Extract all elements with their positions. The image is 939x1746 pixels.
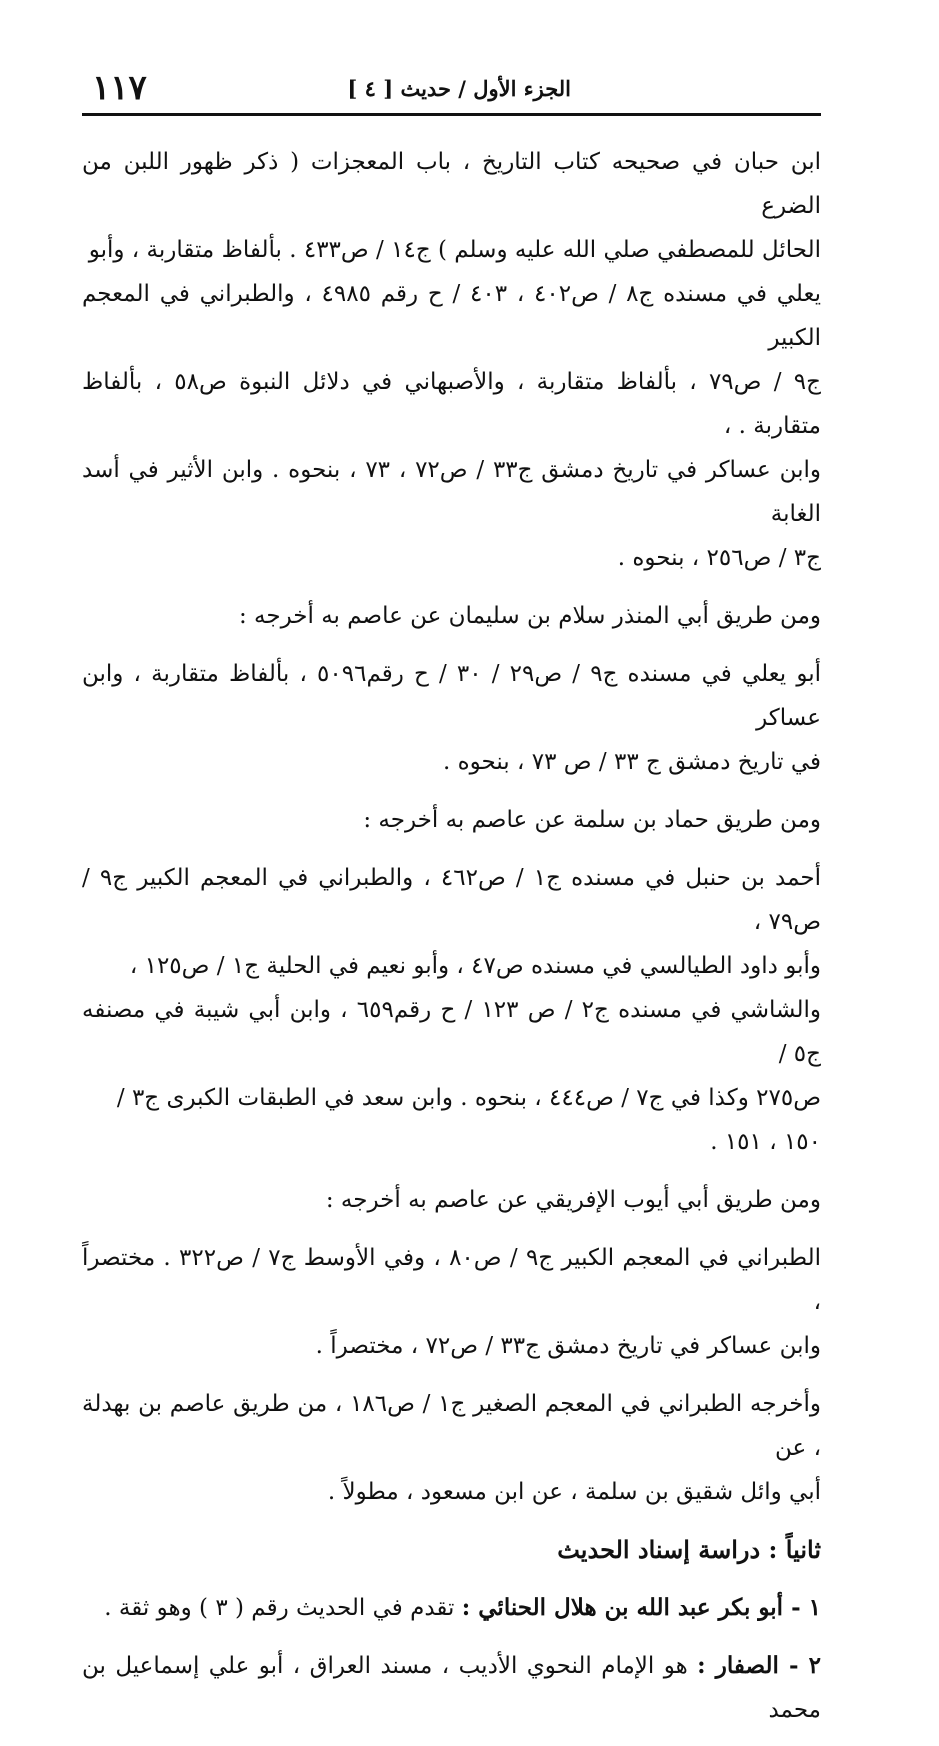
narrator-text: هو الإمام النحوي الأديب ، مسند العراق ، أبو علي إسماعيل بن محمد xyxy=(82,1653,821,1723)
paragraph-tabarani xyxy=(82,1236,821,1368)
page-number: ١١٧ xyxy=(92,68,147,108)
body-text xyxy=(82,140,821,1746)
paragraph-route-ayyub xyxy=(82,1178,821,1222)
text-line: وأخرجه الطبراني في المعجم الصغير ج١ / ص١٨٦ ، من طريق عاصم بن بهدلة ، عن xyxy=(82,1391,821,1461)
section-heading: ثانياً : دراسة إسناد الحديث xyxy=(557,1535,821,1564)
text-line: ج٣ / ص٢٥٦ ، بنحوه . xyxy=(617,545,821,571)
paragraph-abu-yala xyxy=(82,652,821,784)
running-title: الجزء الأول / حديث [ ٤ ] xyxy=(347,76,571,101)
paragraph-route-hammad xyxy=(82,798,821,842)
text-line: الحائل للمصطفي صلي الله عليه وسلم ) ج١٤ / ص٤٣٣ . بألفاظ متقاربة ، وأبو xyxy=(88,237,821,263)
text-line: ومن طريق أبي المنذر سلام بن سليمان عن عاصم به أخرجه : xyxy=(238,603,821,629)
text-line: ابن حبان في صحيحه كتاب التاريخ ، باب المعجزات ( ذكر ظهور اللبن من الضرع xyxy=(82,149,821,219)
text-line: ج٩ / ص٧٩ ، بألفاظ متقاربة ، والأصبهاني في دلائل النبوة ص٥٨ ، بألفاظ متقاربة . ، xyxy=(82,369,821,439)
narrator-title: ٢ - الصفار : xyxy=(697,1652,821,1679)
text-line: الطبراني في المعجم الكبير ج٩ / ص٨٠ ، وفي الأوسط ج٧ / ص٣٢٢ . مختصراً ، xyxy=(82,1245,821,1315)
text-line: أحمد بن حنبل في مسنده ج١ / ص٤٦٢ ، والطبراني في المعجم الكبير ج٩ / ص٧٩ ، xyxy=(82,865,821,935)
text-line: والشاشي في مسنده ج٢ / ص ١٢٣ / ح رقم٦٥٩ ، وابن أبي شيبة في مصنفه ج٥ / xyxy=(82,997,822,1067)
text-line: ص٢٧٥ وكذا في ج٧ / ص٤٤٤ ، بنحوه . وابن سعد في الطبقات الكبرى ج٣ / xyxy=(116,1085,821,1111)
header-rule xyxy=(82,113,821,116)
text-line: ومن طريق حماد بن سلمة عن عاصم به أخرجه : xyxy=(363,807,821,833)
text-line: وابن عساكر في تاريخ دمشق ج٣٣ / ص٧٢ ، مختصراً . xyxy=(315,1333,821,1359)
text-line: أبو يعلي في مسنده ج٩ / ص٢٩ / ٣٠ / ح رقم٥٠٩٦ ، بألفاظ متقاربة ، وابن عساكر xyxy=(82,661,821,731)
narrator-item xyxy=(82,1586,821,1630)
text-line: ١٥٠ ، ١٥١ . xyxy=(710,1129,821,1155)
paragraph-sources xyxy=(82,140,821,580)
narrator-text: تقدم في الحديث رقم ( ٣ ) وهو ثقة . xyxy=(104,1595,462,1621)
text-line: وابن عساكر في تاريخ دمشق ج٣٣ / ص٧٢ ، ٧٣ ، بنحوه . وابن الأثير في أسد الغابة xyxy=(82,457,821,527)
page-header xyxy=(82,66,821,108)
paragraph-ahmad xyxy=(82,856,821,1164)
paragraph-saghir xyxy=(82,1382,821,1514)
text-line: ومن طريق أبي أيوب الإفريقي عن عاصم به أخرجه : xyxy=(325,1187,821,1213)
narrator-title: ١ - أبو بكر عبد الله بن هلال الحنائي : xyxy=(461,1594,821,1621)
narrator-item xyxy=(82,1644,821,1732)
paragraph-route-salam xyxy=(82,594,821,638)
text-line: وأبو داود الطيالسي في مسنده ص٤٧ ، وأبو نعيم في الحلية ج١ / ص١٢٥ ، xyxy=(129,953,821,979)
text-line: أبي وائل شقيق بن سلمة ، عن ابن مسعود ، مطولاً . xyxy=(327,1479,821,1505)
text-line: في تاريخ دمشق ج ٣٣ / ص ٧٣ ، بنحوه . xyxy=(442,749,821,775)
text-line: يعلي في مسنده ج٨ / ص٤٠٢ ، ٤٠٣ / ح رقم ٤٩٨٥ ، والطبراني في المعجم الكبير xyxy=(82,281,822,351)
